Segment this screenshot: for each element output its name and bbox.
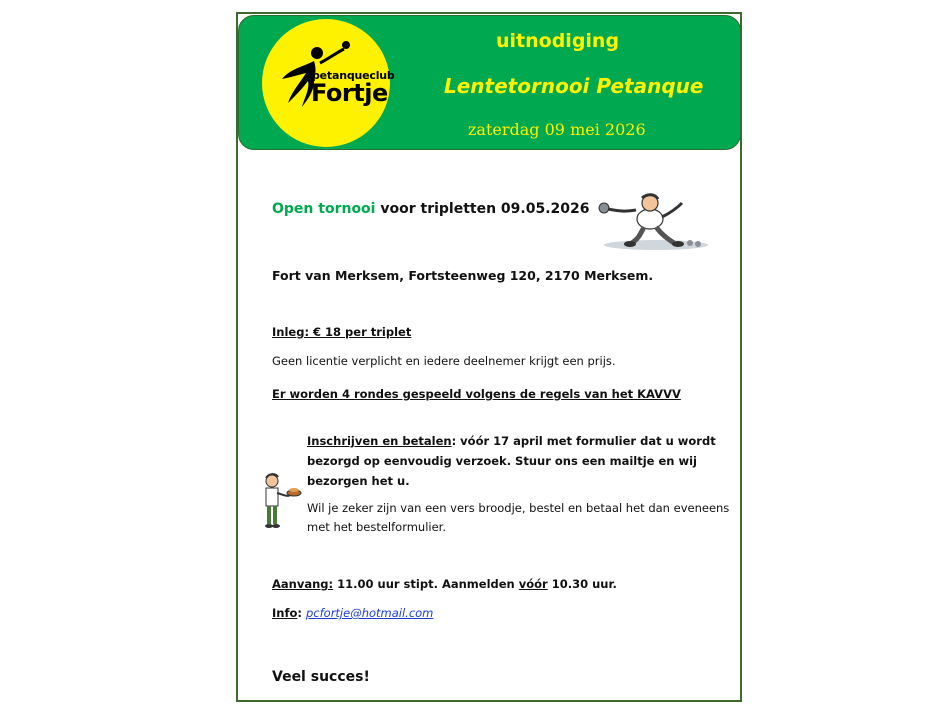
contact-email-link[interactable]: pcfortje@hotmail.com [305, 606, 434, 620]
intro-line [272, 201, 590, 217]
start-text-1: 11.00 uur stipt. Aanmelden [333, 577, 519, 591]
logo-club-name: Fortje [311, 79, 388, 107]
registration-line-3: bezorgen het u. [307, 474, 410, 488]
intro-highlight: Open tornooi [272, 201, 376, 217]
info-label: Info [272, 606, 298, 620]
start-time [272, 577, 617, 591]
sandwich-line-1: Wil je zeker zijn van een vers broodje, bestel en betaal het dan eveneens [307, 501, 730, 515]
invitation-title: uitnodiging [496, 30, 620, 52]
waiter-clipart [258, 473, 302, 531]
registration-label: Inschrijven en betalen [307, 434, 452, 448]
registration-text-1: : vóór 17 april met formulier dat u wordt [451, 434, 716, 448]
closing-text: Veel succes! [272, 669, 370, 685]
entry-fee: Inleg: € 18 per triplet [272, 325, 412, 339]
event-name: Lentetornooi Petanque [444, 74, 704, 98]
club-logo [262, 19, 395, 147]
info-sep: : [297, 606, 306, 620]
sandwich-line-2: met het bestelformulier. [307, 520, 447, 534]
address: Fort van Merksem, Fortsteenweg 120, 2170 Merksem. [272, 268, 654, 283]
info-line [272, 606, 433, 620]
intro-rest: voor tripletten 09.05.2026 [375, 201, 590, 217]
license-note: Geen licentie verplicht en iedere deelnemer krijgt een prijs. [272, 354, 616, 368]
rounds-note: Er worden 4 rondes gespeeld volgens de regels van het KAVVV [272, 387, 681, 401]
start-before: vóór [518, 577, 548, 591]
petanque-thrower-clipart [592, 193, 710, 253]
logo-club-text: petanqueclub [312, 69, 395, 82]
registration-line-1 [307, 434, 716, 448]
event-date: zaterdag 09 mei 2026 [468, 120, 646, 139]
registration-line-2: bezorgd op eenvoudig verzoek. Stuur ons een mailtje en wij [307, 454, 697, 468]
start-text-2: 10.30 uur. [547, 577, 617, 591]
start-label: Aanvang: [272, 577, 334, 591]
